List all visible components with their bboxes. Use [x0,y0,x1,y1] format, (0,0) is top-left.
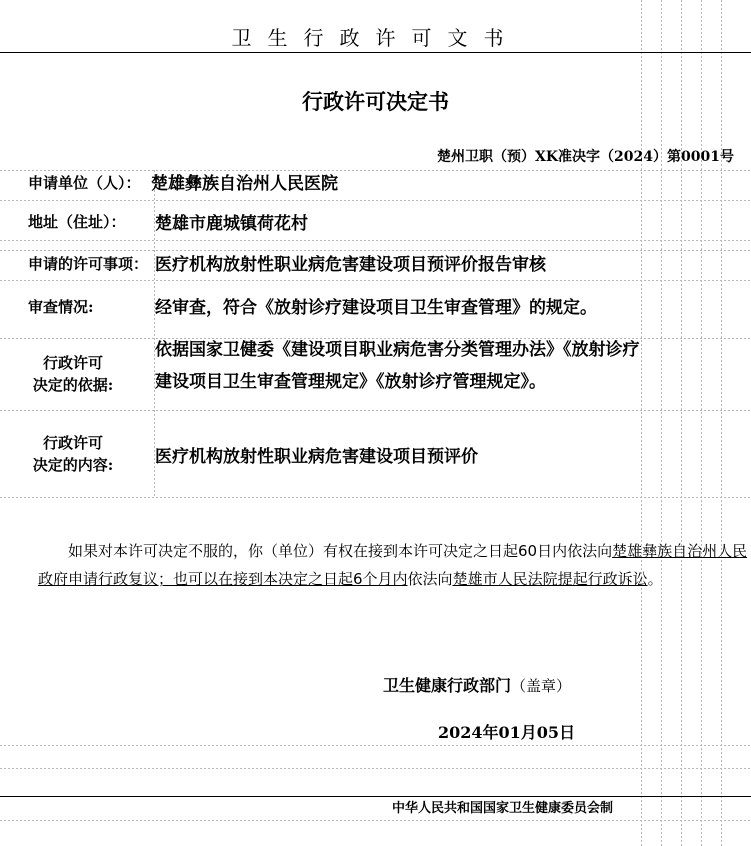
header-title: 卫生行政许可文书 [231,26,520,50]
notice-part5: 。 [647,570,663,588]
basis-label [28,352,118,396]
seal-note: （盖章） [511,677,572,695]
footer-issuer: 中华人民共和国国家卫生健康委员会制 [392,801,614,816]
applicant-value: 楚雄彝族自治州人民医院 [151,174,338,194]
issuing-department [383,673,571,696]
decision-date: 2024年01月05日 [438,723,576,742]
address-label: 地址（住址）： [28,213,126,231]
notice-part4: 楚雄市人民法院提起行政诉讼 [452,570,648,588]
content-value: 医疗机构放射性职业病危害建设项目预评价 [155,447,478,467]
notice-part1: 如果对本许可决定不服的，你（单位）有权在接到本许可决定之日起60日内依法向 [68,542,613,560]
matter-value: 医疗机构放射性职业病危害建设项目预评价报告审核 [155,255,546,275]
matter-label: 申请的许可事项： [28,255,149,273]
review-value: 经审查，符合《放射诊疗建设项目卫生审查管理》的规定。 [155,298,597,318]
appeal-notice [38,537,751,593]
review-label: 审查情况: [28,298,94,316]
basis-label-line1: 行政许可 [42,354,103,372]
basis-value: 依据国家卫健委《建设项目职业病危害分类管理办法》《放射诊疗建设项目卫生审查管理规定》《放射诊疗管理规定》。 [155,340,640,392]
basis-label-line2: 决定的依据: [32,376,114,394]
content-label-line2: 决定的内容: [32,456,114,474]
document-title: 行政许可决定书 [302,89,449,114]
applicant-label: 申请单位（人）： [28,174,141,192]
notice-part2: 楚雄彝族自治州人民政府申请行政复议；也可以在接到本决定之日起6个月内 [38,542,748,588]
content-label [28,432,118,476]
content-label-line1: 行政许可 [42,434,103,452]
document-number: 楚州卫职（预）XK准决字（2024）第0001号 [437,149,734,165]
department-name: 卫生健康行政部门 [383,676,512,695]
notice-part3: 依法向 [407,570,453,588]
address-value: 楚雄市鹿城镇荷花村 [155,214,308,234]
